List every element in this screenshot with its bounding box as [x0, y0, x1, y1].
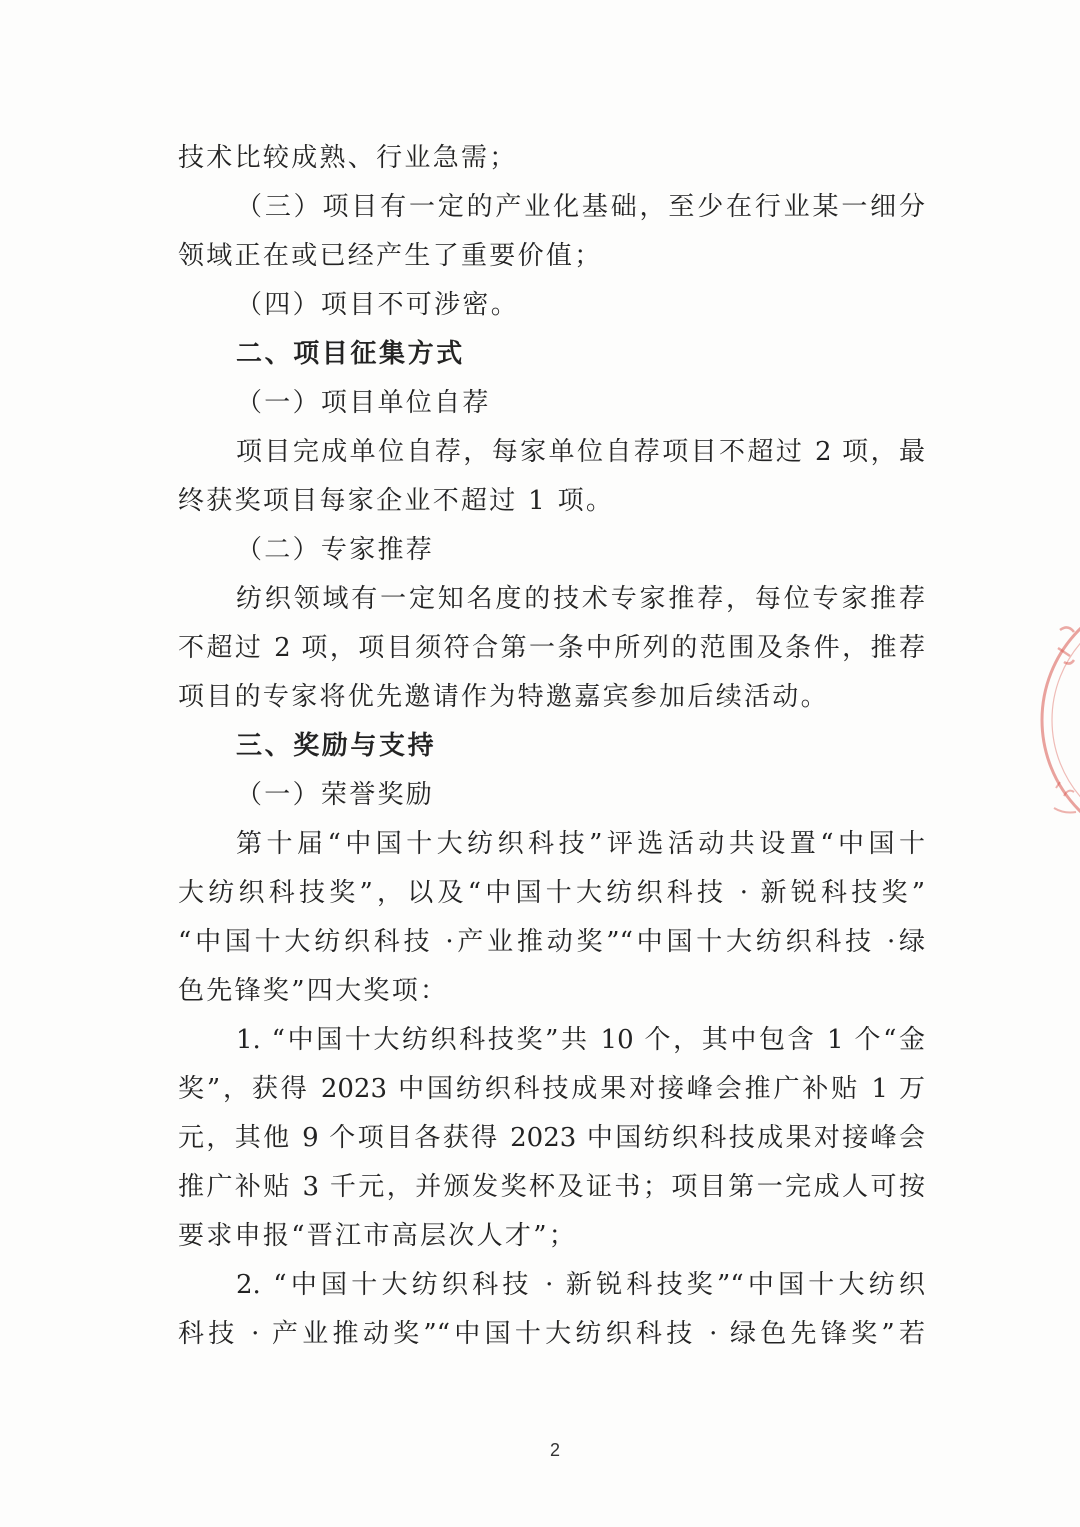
- list-item-line: 推广补贴 3 千元，并颁发奖杯及证书；项目第一完成人可按: [178, 1172, 925, 1202]
- page-number: 2: [549, 1440, 560, 1460]
- body-line: （三）项目有一定的产业化基础，至少在行业某一细分: [236, 192, 925, 222]
- body-line: 第十届“中国十大纺织科技”评选活动共设置“中国十: [236, 829, 925, 859]
- list-item-line: 科技 · 产业推动奖”“中国十大纺织科技 · 绿色先锋奖”若: [178, 1319, 925, 1349]
- body-line: 项目完成单位自荐，每家单位自荐项目不超过 2 项，最: [236, 437, 925, 467]
- body-line: 色先锋奖”四大奖项：: [178, 976, 449, 1006]
- red-seal-fragment: [1020, 590, 1080, 850]
- list-item-line: 奖”，获得 2023 中国纺织科技成果对接峰会推广补贴 1 万: [178, 1074, 925, 1104]
- body-line: 终获奖项目每家企业不超过 1 项。: [178, 486, 615, 516]
- list-item-line: 要求申报“晋江市高层次人才”；: [178, 1221, 578, 1251]
- body-line: 项目的专家将优先邀请作为特邀嘉宾参加后续活动。: [178, 682, 829, 712]
- body-line: （四）项目不可涉密。: [236, 290, 520, 320]
- seal-inner-ring: [1052, 602, 1080, 838]
- body-line: 纺织领域有一定知名度的技术专家推荐，每位专家推荐: [236, 584, 925, 614]
- body-line: 不超过 2 项，项目须符合第一条中所列的范围及条件，推荐: [178, 633, 925, 663]
- body-line: 大纺织科技奖”，以及“中国十大纺织科技 · 新锐科技奖”: [178, 878, 925, 908]
- subsection-heading: （一）项目单位自荐: [236, 388, 491, 418]
- section-heading: 三、奖励与支持: [236, 731, 437, 761]
- section-heading: 二、项目征集方式: [236, 339, 465, 369]
- subsection-heading: （二）专家推荐: [236, 535, 435, 565]
- body-line: 领域正在或已经产生了重要价值；: [178, 241, 603, 271]
- body-line: “中国十大纺织科技 ·产业推动奖”“中国十大纺织科技 ·绿: [178, 927, 925, 957]
- list-item-line: 元，其他 9 个项目各获得 2023 中国纺织科技成果对接峰会: [178, 1123, 925, 1153]
- body-line: 技术比较成熟、行业急需；: [178, 143, 518, 173]
- subsection-heading: （一）荣誉奖励: [236, 780, 435, 810]
- list-item-line: 2. “中国十大纺织科技 · 新锐科技奖”“中国十大纺织: [236, 1270, 925, 1300]
- list-item-line: 1. “中国十大纺织科技奖”共 10 个，其中包含 1 个“金: [236, 1025, 925, 1055]
- document-body: [178, 134, 925, 1359]
